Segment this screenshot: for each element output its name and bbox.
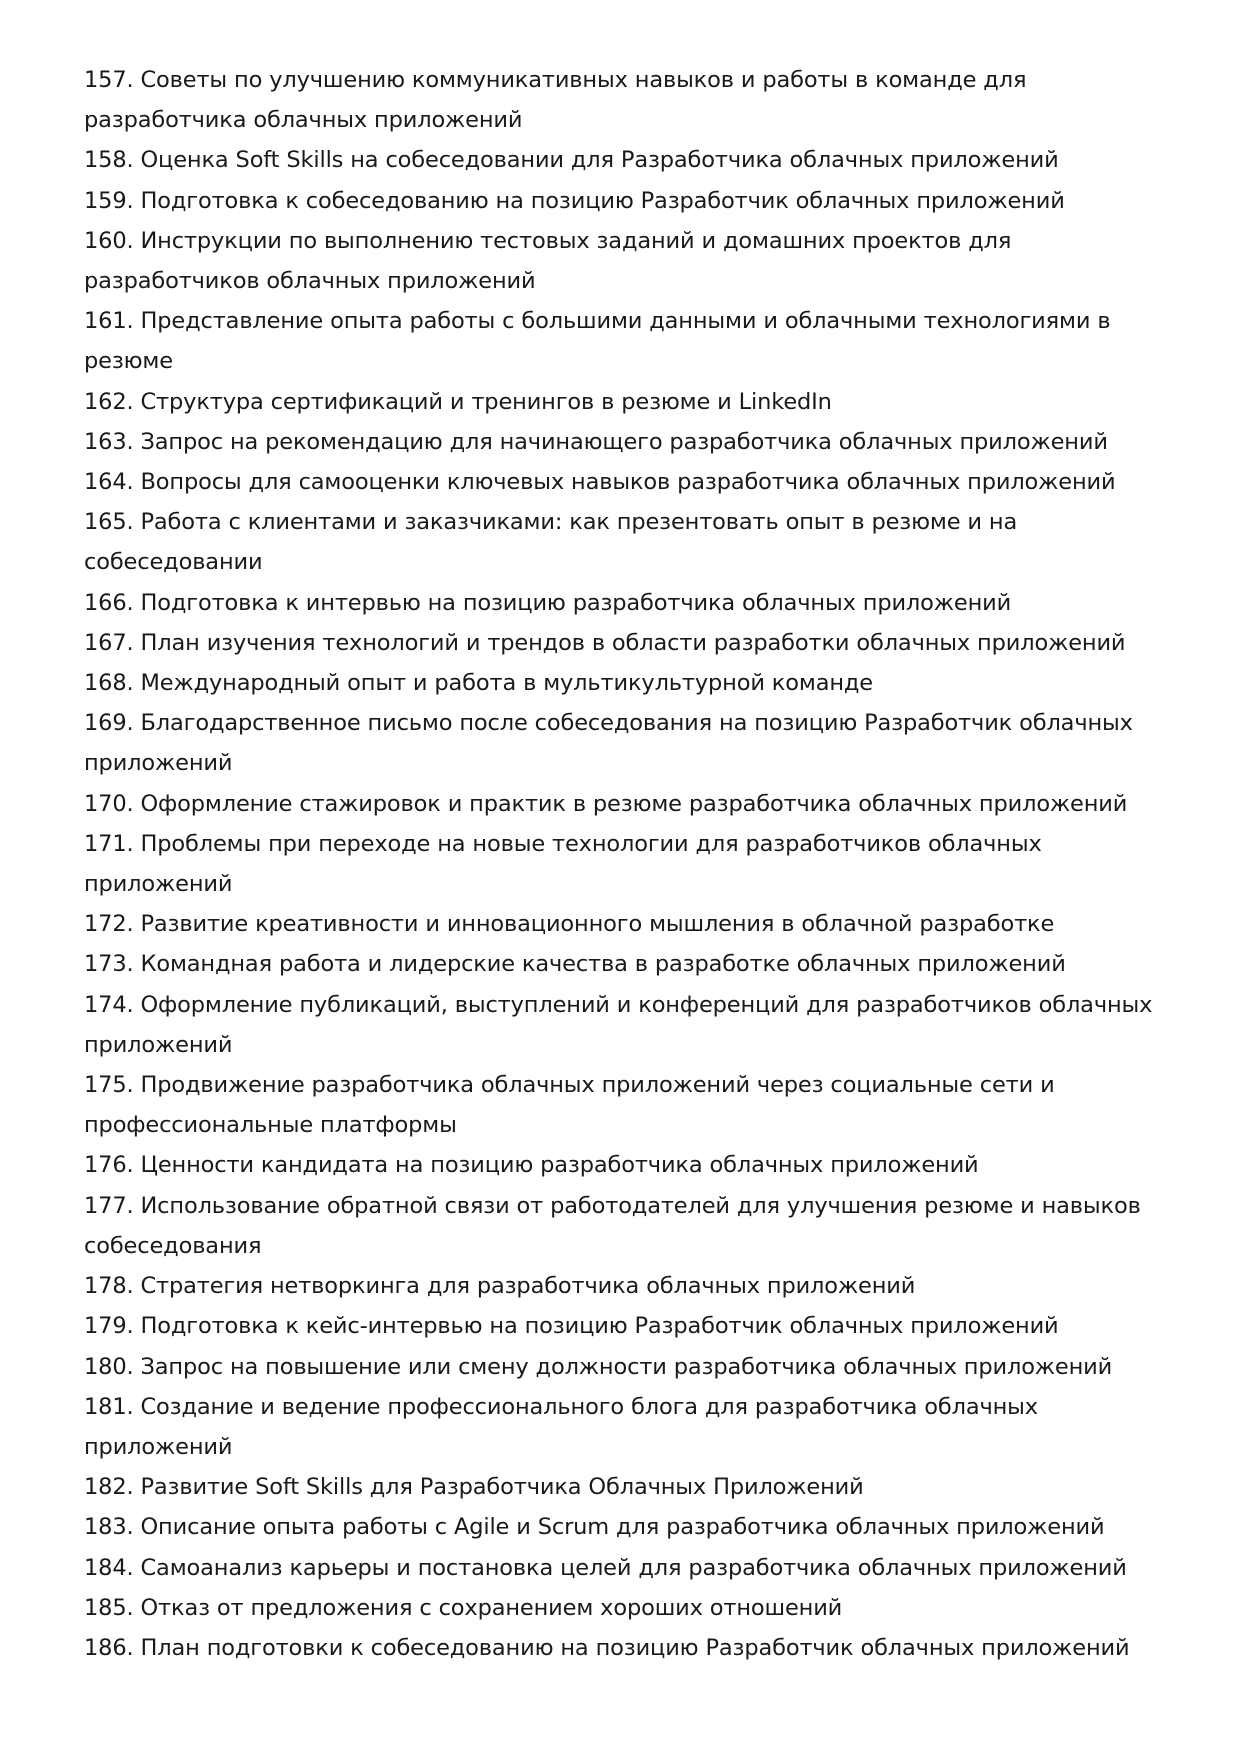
- list-item: 165. Работа с клиентами и заказчиками: как презентовать опыт в резюме и на собеседовании: [84, 509, 1018, 576]
- list-item: 167. План изучения технологий и трендов в области разработки облачных приложений: [84, 629, 1126, 656]
- list-item: 161. Представление опыта работы с большими данными и облачными технологиями в резюме: [84, 308, 1111, 375]
- topic-list: [84, 60, 1164, 1668]
- list-item: 170. Оформление стажировок и практик в резюме разработчика облачных приложений: [84, 790, 1128, 817]
- list-item: 157. Советы по улучшению коммуникативных навыков и работы в команде для разработчика облачных приложений: [84, 67, 1027, 134]
- list-item: 158. Оценка Soft Skills на собеседовании для Разработчика облачных приложений: [84, 147, 1059, 174]
- list-item: 168. Международный опыт и работа в мультикультурной команде: [84, 670, 873, 697]
- list-item: 171. Проблемы при переходе на новые технологии для разработчиков облачных приложений: [84, 830, 1042, 898]
- list-item: 179. Подготовка к кейс-интервью на позицию Разработчик облачных приложений: [84, 1313, 1059, 1340]
- list-item: 175. Продвижение разработчика облачных приложений через социальные сети и профессиональные платформы: [84, 1072, 1055, 1139]
- list-item: 185. Отказ от предложения с сохранением хороших отношений: [84, 1594, 843, 1621]
- list-item: 174. Оформление публикаций, выступлений и конференций для разработчиков облачных приложений: [84, 991, 1153, 1058]
- list-item: 183. Описание опыта работы с Agile и Scrum для разработчика облачных приложений: [84, 1514, 1105, 1541]
- list-item: 178. Стратегия нетворкинга для разработчика облачных приложений: [84, 1273, 916, 1300]
- list-item: 184. Самоанализ карьеры и постановка целей для разработчика облачных приложений: [84, 1554, 1127, 1581]
- list-item: 163. Запрос на рекомендацию для начинающего разработчика облачных приложений: [84, 428, 1108, 455]
- list-item: 164. Вопросы для самооценки ключевых навыков разработчика облачных приложений: [84, 469, 1116, 496]
- list-item: 172. Развитие креативности и инновационного мышления в облачной разработке: [84, 911, 1055, 938]
- list-item: 162. Структура сертификаций и тренингов в резюме и LinkedIn: [84, 388, 832, 415]
- list-item: 166. Подготовка к интервью на позицию разработчика облачных приложений: [84, 589, 1012, 616]
- list-item: 181. Создание и ведение профессионального блога для разработчика облачных приложений: [84, 1393, 1038, 1460]
- list-item: 180. Запрос на повышение или смену должности разработчика облачных приложений: [84, 1353, 1113, 1380]
- list-item: 186. План подготовки к собеседованию на позицию Разработчик облачных приложений: [84, 1634, 1130, 1661]
- list-item: 169. Благодарственное письмо после собеседования на позицию Разработчик облачных приложений: [84, 710, 1133, 777]
- list-item: 177. Использование обратной связи от работодателей для улучшения резюме и навыков собеседования: [84, 1192, 1141, 1259]
- list-item: 182. Развитие Soft Skills для Разработчика Облачных Приложений: [84, 1474, 864, 1501]
- list-item: 160. Инструкции по выполнению тестовых заданий и домашних проектов для разработчиков облачных приложений: [84, 227, 1012, 295]
- list-item: 159. Подготовка к собеседованию на позицию Разработчик облачных приложений: [84, 187, 1065, 214]
- list-item: 176. Ценности кандидата на позицию разработчика облачных приложений: [84, 1152, 979, 1179]
- list-item: 173. Командная работа и лидерские качества в разработке облачных приложений: [84, 951, 1066, 978]
